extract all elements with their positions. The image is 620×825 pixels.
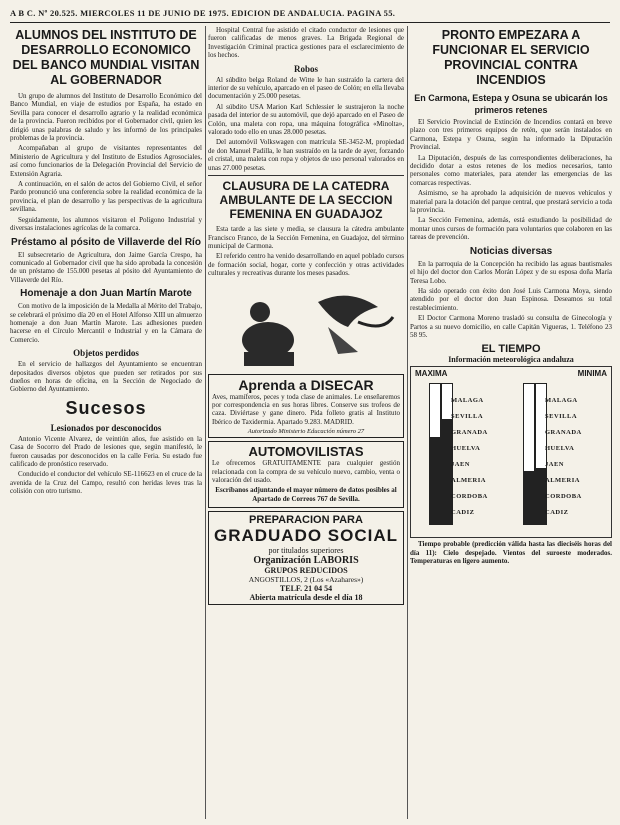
article-text: Conducido el conductor del vehículo SE-116623 en el cruce de la avenida de la Cruz del Campo, resultó con heridas leves tras la colisión con otro turismo.: [10, 470, 202, 496]
divider: [208, 175, 404, 176]
taxidermy-illustration: [208, 282, 404, 370]
article-text: El subsecretario de Agricultura, don Jaime García Crespo, ha comunicado al Gobernador civil que ha sido aprobada la concesión de un préstamo de 155.000 pesetas al pósito del Ayuntamiento de Villaverde del Río.: [10, 250, 202, 284]
city-label: JAEN: [545, 461, 564, 469]
column-left: [10, 26, 202, 819]
city-label: CORDOBA: [545, 493, 582, 501]
article-text: El Doctor Carmona Moreno trasladó su consulta de Ginecología y Partos a su nuevo domicilio, en calle Capitán Vigueras, 1. Teléfono 23 58 95.: [410, 314, 612, 339]
headline-objetos-perdidos: Objetos perdidos: [73, 348, 139, 359]
article-text: Seguidamente, los alumnos visitaron el Polígono Industrial y diversas instalaciones agrícolas de la comarca.: [10, 215, 202, 233]
city-label: CORDOBA: [451, 493, 488, 501]
min-temp-bar: [535, 383, 547, 525]
city-label: MALAGA: [545, 397, 578, 405]
ad-gs-title1: PREPARACION PARA: [249, 514, 363, 527]
city-label: ALMERIA: [545, 477, 580, 485]
ad-disecar-title: Aprenda a DISECAR: [238, 376, 374, 393]
ad-disecar: [208, 374, 404, 439]
headline-noticias-diversas: Noticias diversas: [469, 245, 553, 257]
ad-automovilistas: [208, 441, 404, 508]
headline-servicio-incendios: PRONTO EMPEZARA A FUNCIONAR EL SERVICIO PROVINCIAL CONTRA INCENDIOS: [432, 28, 590, 87]
ad-gs-line: ANGOSTILLOS, 2 (Los «Azahares»): [248, 575, 364, 585]
article-text: Esta tarde a las siete y media, se clausura la cátedra ambulante Francisco Franco, de la Sección Femenina, en Guadajoz, del término municipal de Carmona.: [208, 225, 404, 250]
city-label: CADIZ: [545, 509, 569, 517]
ad-graduado-social: [208, 511, 404, 605]
column-rule: [407, 26, 408, 819]
column-right: [410, 26, 612, 819]
headline-clausura-catedra: CLAUSURA DE LA CATEDRA AMBULANTE DE LA SECCION FEMENINA EN GUADAJOZ: [219, 179, 393, 222]
subheadline-retenes: En Carmona, Estepa y Osuna se ubicarán los primeros retenes: [414, 93, 608, 115]
ad-disecar-text: Aves, mamíferos, peces y toda clase de animales. Le enseñaremos por correspondencia en sus horas libres. Conserve sus trofeos de caza. Diviértase y gane dinero. Pida folleto gratis al Instituto Ibérico de Taxidermia. Apartado 9.283. MADRID.: [212, 392, 400, 426]
city-label: GRANADA: [545, 429, 582, 437]
weather-subtitle: Información meteorológica andaluza: [448, 355, 574, 365]
ad-gs-line: GRUPOS REDUCIDOS: [264, 566, 348, 576]
thermometer-chart: [410, 366, 612, 538]
article-text: Antonio Vicente Alvarez, de veintiún años, fue asistido en la Casa de Socorro del Prado de lesiones que, según manifestó, le fueron causadas por desconocidos en la calle Feria. Su estado fue calificado de pronóstico reservado.: [10, 434, 202, 468]
article-text: El referido centro ha venido desarrollando en aquel poblado cursos de formación social, hogar, corte y confección y otras actividades culturales y recreativas durante los meses pasados.: [208, 252, 404, 278]
article-text: Del automóvil Volkswagen con matrícula SE-3452-M, propiedad de don Manuel Padilla, le han sustraído en la tarde de ayer, forzando el cristal, una maleta con ropa y objetos de uso personal valorados en unas 27.000 pesetas.: [208, 138, 404, 172]
city-label: ALMERIA: [451, 477, 486, 485]
ad-gs-line: por titulados superiores: [268, 546, 344, 556]
ad-automovilistas-text: Le ofrecemos GRATUITAMENTE para cualquier gestión relacionada con la compra de su vehículo nuevo, cambio, venta o valoración del usado.: [212, 459, 400, 484]
article-text: Acompañaban al grupo de visitantes representantes del Ministerio de Agricultura y del Instituto de Estudios Agrosociales, así como funcionarios de la Delegación Provincial del Servicio de Extensión Agraria.: [10, 144, 202, 178]
article-text: Un grupo de alumnos del Instituto de Desarrollo Económico del Banco Mundial, en viaje de estudios por España, ha estado en Sevilla para conocer el desarrollo agrario y la realidad económica de la provincia. Fueron recibidos por el Gobernador civil, quien les dirigió unas palabras de saludo y les informó de los principales problemas de la provincia.: [10, 92, 202, 143]
section-title-sucesos: Sucesos: [65, 397, 147, 418]
article-text: Al súbdito belga Roland de Witte le han sustraído la cartera del interior de su vehículo, aparcado en el paseo de Colón; en ella llevaba documentación y 25.000 pesetas.: [208, 75, 404, 101]
headline-lesionados: Lesionados por desconocidos: [50, 422, 162, 433]
article-text: La Sección Femenina, además, está estudiando la posibilidad de montar unos cursos de formación para voluntarios que colaboren en las tareas de prevención.: [410, 216, 612, 242]
city-label: SEVILLA: [545, 413, 578, 421]
city-label: CADIZ: [451, 509, 475, 517]
city-label: SEVILLA: [451, 413, 484, 421]
article-text: En la parroquia de la Concepción ha recibido las aguas bautismales el hijo del doctor don Carlos Morán López y de su esposa doña María Teresa Lobo.: [410, 259, 612, 285]
headline-prestamo: Préstamo al pósito de Villaverde del Río: [11, 236, 201, 248]
article-text: La Diputación, después de las correspondientes deliberaciones, ha decidido dotar a estos retenes de los medios necesarios, tanto personales como materiales, para atender las emergencias de las comarcas respectivas.: [410, 153, 612, 187]
min-label: MINIMA: [577, 369, 607, 379]
ad-automovilistas-title: AUTOMOVILISTAS: [248, 444, 364, 460]
city-label: HUELVA: [545, 445, 575, 453]
ad-gs-title2: GRADUADO SOCIAL: [213, 526, 399, 546]
max-label: MAXIMA: [415, 369, 448, 379]
min-temp-bar: [523, 383, 535, 525]
article-text: Al súbdito USA Marion Karl Schlessier le sustrajeron la noche pasada del interior de su automóvil, que dejó aparcado en el Paseo de Colón, una maleta con ropa, una máquina fotográfica «Minolta», valorado todo ello en unas 28.000 pesetas.: [208, 102, 404, 137]
ad-automovilistas-footer: Escríbanos adjuntando el mayor número de datos posibles al Apartado de Correos 767 de Sevilla.: [215, 486, 397, 503]
city-label: JAEN: [451, 461, 470, 469]
max-temp-bar: [429, 383, 441, 525]
city-label: GRANADA: [451, 429, 488, 437]
article-text: En el servicio de hallazgos del Ayuntamiento se encuentran depositados diversos objetos que pueden ser retirados por sus dueños en horas de oficina, en la Sección de Negociado de Gobierno del Ayuntamiento.: [10, 360, 202, 394]
bird-and-person-icon: [208, 282, 404, 370]
city-label: HUELVA: [451, 445, 481, 453]
article-text: Asimismo, se ha aprobado la adquisición de nuevos vehículos y material para la dotación del parque central, que prestará servicio a toda la provincia.: [410, 189, 612, 215]
article-text: Hospital Central fue asistido el citado conductor de lesiones que fueron calificadas de menos graves. La Brigada Regional de Investigación Criminal practica gestiones para el esclarecimiento de los hechos.: [208, 26, 404, 60]
headline-robos: Robos: [293, 63, 318, 74]
column-rule: [205, 26, 206, 819]
max-temp-bar: [441, 383, 453, 525]
headline-banco-mundial: ALUMNOS DEL INSTITUTO DE DESARROLLO ECONOMICO DEL BANCO MUNDIAL VISITAN AL GOBERNADOR: [12, 28, 200, 87]
ad-gs-line: Organización LABORIS: [253, 555, 359, 567]
ad-gs-line: TELF. 21 04 54: [279, 584, 333, 594]
weather-title: EL TIEMPO: [481, 343, 541, 356]
column-middle: [208, 26, 404, 819]
article-text: Con motivo de la imposición de la Medalla al Mérito del Trabajo, se celebrará el próximo día 20 en el Hotel Alfonso XIII un almuerzo homenaje a don Juan Martín Marote. Las adhesiones pueden hacerse en el Círculo Mercantil e Industrial y en la Cámara de Comercio.: [10, 302, 202, 344]
ad-gs-line: Abierta matrícula desde el día 18: [249, 593, 363, 603]
ad-disecar-footer: Autorizado Ministerio Educación número 27: [247, 428, 365, 436]
weather-forecast: Tiempo probable (predicción válida hasta las dieciséis horas del día 11): Cielo despejado. Vientos del suroeste moderados. Temperaturas en ligero aumento.: [410, 540, 612, 566]
article-text: A continuación, en el salón de actos del Gobierno Civil, el señor Pardo pronunció una conferencia sobre la realidad económica de la provincia, el plan de desarrollo y las perspectivas de la agricultura sevillana.: [10, 180, 202, 214]
headline-homenaje: Homenaje a don Juan Martín Marote: [20, 288, 192, 300]
article-text: El Servicio Provincial de Extinción de Incendios contará en breve plazo con tres primeros equipos de retén, que serán instalados en Carmona, Estepa y Osuna, según ha informado la Diputación Provincial.: [410, 118, 612, 152]
article-text: Ha sido operado con éxito don José Luis Carmona Moya, siendo atendido por el doctor don Juan Espinosa. Deseamos su total restablecimiento.: [410, 286, 612, 312]
city-label: MALAGA: [451, 397, 484, 405]
page-header: A B C. Nº 20.525. MIERCOLES 11 DE JUNIO DE 1975. EDICION DE ANDALUCIA. PAGINA 55.: [10, 8, 610, 23]
